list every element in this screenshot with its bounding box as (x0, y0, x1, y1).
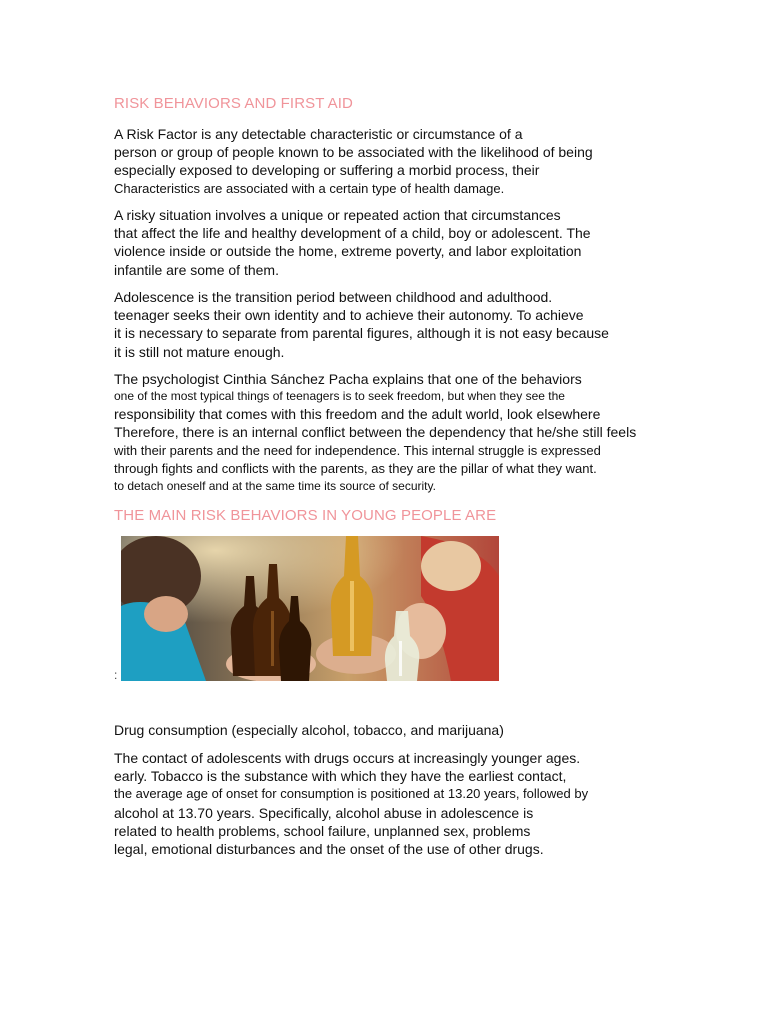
text-line: The contact of adolescents with drugs occurs at increasingly younger ages. (114, 750, 581, 766)
text-line: legal, emotional disturbances and the onset of the use of other drugs. (114, 840, 544, 857)
text-line: the average age of onset for consumption is positioned at 13.20 years, followed by (114, 786, 589, 802)
text-line: that affect the life and healthy development of a child, boy or adolescent. The (114, 225, 591, 242)
text-line: Drug consumption (especially alcohol, tobacco, and marijuana) (114, 722, 504, 738)
document-title: RISK BEHAVIORS AND FIRST AID (114, 95, 353, 112)
text-line: especially exposed to developing or suffering a morbid process, their (114, 162, 540, 179)
text-line: early. Tobacco is the substance with which they have the earliest contact, (114, 768, 567, 785)
text-line: Characteristics are associated with a certain type of health damage. (114, 180, 505, 196)
text-line: alcohol at 13.70 years. Specifically, alcohol abuse in adolescence is (114, 804, 534, 821)
text-line: A Risk Factor is any detectable characteristic or circumstance of a (114, 126, 523, 142)
paragraph-drug-contact (114, 749, 588, 858)
photo-caption-mark: : (114, 668, 118, 682)
paragraph-psychologist (114, 370, 636, 495)
text-line: to detach oneself and at the same time its source of security. (114, 478, 436, 493)
text-line: Adolescence is the transition period between childhood and adulthood. (114, 289, 553, 305)
text-line: infantile are some of them. (114, 261, 279, 278)
text-line: teenager seeks their own identity and to achieve their autonomy. To achieve (114, 307, 584, 324)
paragraph-risk-factor (114, 125, 593, 198)
text-line: one of the most typical things of teenagers is to seek freedom, but when they see the (114, 389, 565, 404)
text-line: it is still not mature enough. (114, 343, 285, 360)
paragraph-drug-consumption (114, 721, 504, 739)
text-line: it is necessary to separate from parental figures, although it is not easy because (114, 325, 609, 342)
section-subtitle: THE MAIN RISK BEHAVIORS IN YOUNG PEOPLE ARE (114, 507, 497, 524)
text-line: The psychologist Cinthia Sánchez Pacha explains that one of the behaviors (114, 371, 582, 387)
paragraph-risky-situation (114, 206, 591, 279)
text-line: related to health problems, school failure, unplanned sex, problems (114, 822, 531, 839)
text-line: through fights and conflicts with the parents, as they are the pillar of what they want. (114, 460, 597, 476)
paragraph-adolescence (114, 288, 609, 361)
photo-teens-toasting-bottles (121, 536, 499, 681)
text-line: Therefore, there is an internal conflict between the dependency that he/she still feels (114, 424, 637, 441)
text-line: responsibility that comes with this freedom and the adult world, look elsewhere (114, 406, 601, 423)
text-line: A risky situation involves a unique or repeated action that circumstances (114, 207, 561, 223)
text-line: with their parents and the need for independence. This internal struggle is expressed (114, 442, 601, 458)
text-line: violence inside or outside the home, extreme poverty, and labor exploitation (114, 243, 582, 260)
text-line: person or group of people known to be associated with the likelihood of being (114, 144, 593, 161)
